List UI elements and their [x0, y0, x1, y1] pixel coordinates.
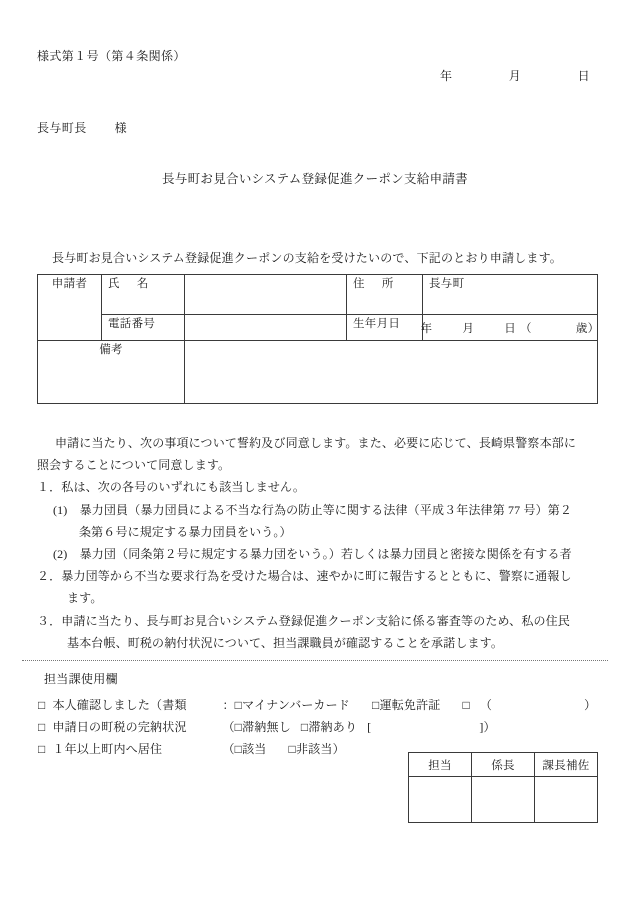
applicant-table [37, 274, 598, 404]
birth-day-label: 日 [504, 322, 517, 335]
stamp-cell-staff[interactable] [409, 777, 472, 823]
addressee [37, 119, 127, 136]
name-label-char1: 氏 [108, 278, 120, 290]
table-row [38, 315, 598, 341]
pledge-item-3-line1: ３．申請に当たり、長与町お見合いシステム登録促進クーポン支給に係る審査等のため、私の住民 [37, 613, 570, 628]
address-label-char2: 所 [381, 278, 394, 290]
checkbox-icon[interactable]: □ [38, 720, 46, 734]
table-row [38, 341, 598, 404]
phone-input[interactable] [185, 315, 347, 341]
checkbox-has-arrears[interactable]: □滞納あり [300, 720, 358, 734]
stamp-cell-assistant-manager[interactable] [535, 777, 598, 823]
remarks-label: 備考 [38, 341, 185, 404]
addressee-name: 長与町長 [37, 121, 87, 135]
arrears-bracket-open: [ [367, 720, 372, 734]
intro-statement: 長与町お見合いシステム登録促進クーポンの支給を受けたいので、下記のとおり申請します。 [52, 251, 563, 265]
date-year-label: 年 [440, 69, 453, 83]
tax-paren-open: （ [222, 720, 235, 734]
name-input[interactable] [185, 275, 347, 315]
section-divider [22, 660, 608, 661]
other-document-paren-close: ） [584, 698, 597, 712]
checkbox-drivers-license[interactable]: □運転免許証 [372, 698, 441, 712]
page-title: 長与町お見合いシステム登録促進クーポン支給申請書 [162, 172, 468, 186]
pledge-item-3-line2: 基本台帳、町税の納付状況について、担当課職員が確認することを承諾します。 [67, 635, 503, 650]
office-use-title: 担当課使用欄 [44, 672, 118, 686]
arrears-bracket-close: ]） [479, 720, 496, 734]
birth-year-label: 年 [420, 322, 433, 335]
pledge-lead-line1: 申請に当たり、次の事項について誓約及び同意します。また、必要に応じて、長崎県警察本部に [55, 436, 577, 450]
office-check-row-tax[interactable] [38, 716, 596, 738]
name-label [102, 275, 185, 315]
pledge-item-1-sub-1-line2: 条第６号に規定する暴力団員をいう。） [79, 524, 292, 539]
identity-colon: ： [222, 698, 235, 712]
checkbox-icon[interactable]: □ [38, 698, 46, 712]
pledge-item-1-sub-2: (2) 暴力団（同条第２号に規定する暴力団をいう。）若しくは暴力団員と密接な関係を有する者 [53, 547, 572, 562]
office-use-checklist [38, 694, 596, 760]
stamp-header-chief: 係長 [472, 753, 535, 777]
stamp-header-staff: 担当 [409, 753, 472, 777]
identity-check-label: 本人確認しました（書類 [52, 698, 187, 712]
remarks-input[interactable] [185, 341, 598, 404]
residency-check-label: １年以上町内へ居住 [52, 742, 163, 756]
pledge-item-1: １．私は、次の各号のいずれにも該当しません。 [37, 480, 306, 495]
address-label [347, 275, 423, 315]
pledge-section [37, 432, 598, 654]
residency-paren-open: （ [222, 742, 235, 756]
pledge-lead-line2: 照会することについて同意します。 [37, 458, 231, 473]
approval-stamp-box [408, 752, 598, 823]
table-row [38, 275, 598, 315]
checkbox-residency-not-applicable[interactable]: □非該当） [288, 742, 345, 756]
stamp-cell-chief[interactable] [472, 777, 535, 823]
date-day-label: 日 [577, 69, 590, 83]
name-label-char2: 名 [136, 278, 149, 290]
address-label-char1: 住 [353, 278, 365, 290]
pledge-item-2-line2: ます。 [67, 591, 103, 606]
stamp-header-assistant-manager: 課長補佐 [535, 753, 598, 777]
form-number: 様式第１号（第４条関係） [37, 49, 186, 63]
office-check-row-identity[interactable] [38, 694, 596, 716]
birthdate-label: 生年月日 [347, 315, 423, 341]
checkbox-icon[interactable]: □ [38, 742, 46, 756]
checkbox-residency-applicable[interactable]: □該当 [234, 742, 267, 756]
checkbox-no-arrears[interactable]: □滞納無し [234, 720, 291, 734]
birthdate-input[interactable] [420, 315, 600, 341]
other-document-paren-open: （ [479, 698, 493, 712]
date-month-label: 月 [508, 69, 522, 83]
checkbox-mynumber-card[interactable]: □マイナンバーカード [234, 698, 350, 712]
birth-age-unit: 歳） [575, 322, 600, 335]
pledge-item-2-line1: ２．暴力団等から不当な要求行為を受けた場合は、速やかに町に報告するとともに、警察に通報し [37, 569, 572, 584]
checkbox-other-document[interactable]: □ [462, 698, 470, 712]
tax-check-label: 申請日の町税の完納状況 [52, 720, 187, 734]
date-line [440, 67, 590, 84]
birth-month-label: 月 [462, 322, 475, 335]
pledge-item-1-sub-1-line1: (1) 暴力団員（暴力団員による不当な行為の防止等に関する法律（平成３年法律第 77 号）第２ [53, 502, 573, 517]
phone-label: 電話番号 [102, 315, 185, 341]
table-row [409, 753, 598, 777]
addressee-honorific: 様 [114, 121, 128, 135]
birth-age-paren-open: （ [520, 322, 532, 335]
address-input[interactable]: 長与町 [423, 275, 598, 315]
applicant-row-label: 申請者 [38, 275, 102, 341]
table-row [409, 777, 598, 823]
